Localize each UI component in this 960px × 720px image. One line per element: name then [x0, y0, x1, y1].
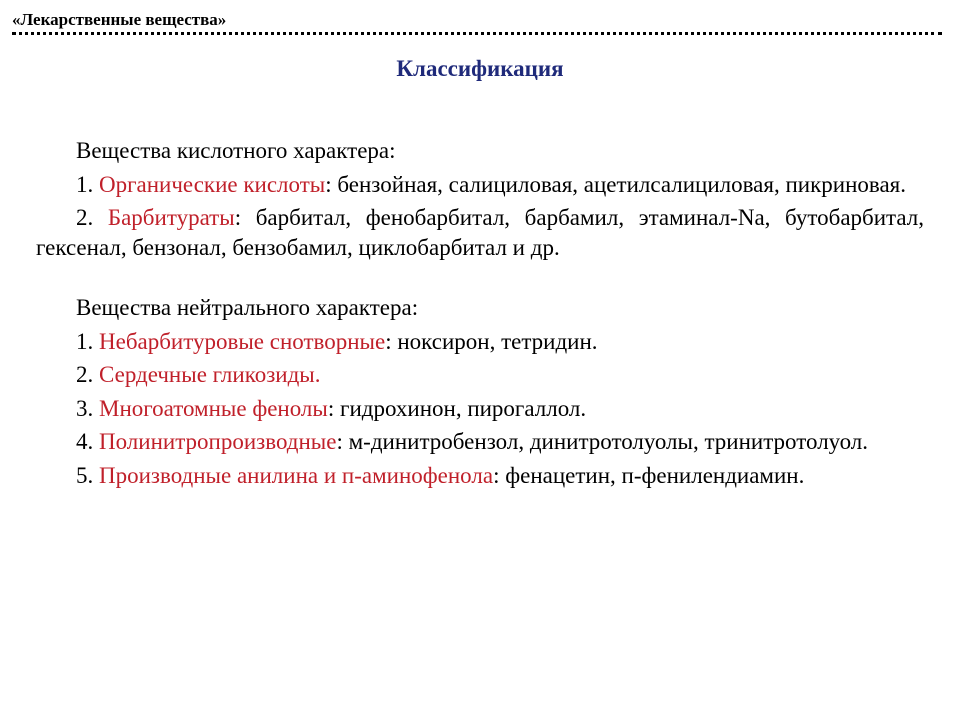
section-acidic: [36, 136, 924, 262]
item-highlight: Многоатомные фенолы: [99, 395, 328, 421]
section-heading: Вещества кислотного характера:: [76, 138, 396, 163]
item-text: : гидрохинон, пирогаллол.: [327, 395, 587, 421]
item-number: 3.: [76, 395, 99, 421]
page-title: Классификация: [396, 56, 564, 81]
item-highlight: Небарбитуровые снотворные: [99, 328, 386, 354]
slide-content: [36, 136, 924, 490]
section-neutral: [36, 293, 924, 490]
item-number: 5.: [76, 462, 99, 488]
item-highlight: Полинитропроизводные: [99, 429, 337, 454]
item-number: 4.: [76, 429, 99, 454]
item-number: 1.: [76, 328, 99, 354]
header-title: «Лекарственные вещества»: [12, 10, 227, 29]
section-heading: Вещества нейтрального характера:: [76, 295, 419, 320]
item-highlight: Сердечные гликозиды.: [99, 362, 321, 387]
section-spacer: [36, 262, 924, 293]
item-text: : ноксирон, тетридин.: [385, 328, 598, 354]
list-item: [36, 170, 924, 200]
item-text: : барбитал, фенобарбитал, барбамил, этаминал-Na, бутобарбитал, гексенал, бензонал, бензобамил, циклобарбитал и др.: [36, 205, 925, 260]
list-item: [36, 203, 924, 262]
list-item: [36, 461, 924, 491]
item-highlight: Производные анилина и п-аминофенола: [99, 462, 494, 488]
item-number: 1.: [76, 171, 99, 197]
list-item: [36, 427, 924, 457]
item-highlight: Органические кислоты: [99, 171, 326, 197]
header-dotted-divider: [12, 32, 942, 35]
item-number: 2.: [76, 362, 99, 387]
list-item: [36, 394, 924, 424]
list-item: [36, 327, 924, 357]
list-item: [36, 360, 924, 390]
item-text: : фенацетин, п-фенилендиамин.: [493, 462, 805, 488]
item-text: : м-динитробензол, динитротолуолы, тринитротолуол.: [336, 429, 869, 454]
item-highlight: Барбитураты: [107, 205, 235, 230]
item-number: 2.: [76, 205, 108, 230]
item-text: : бензойная, салициловая, ацетилсалициловая, пикриновая.: [325, 171, 906, 197]
